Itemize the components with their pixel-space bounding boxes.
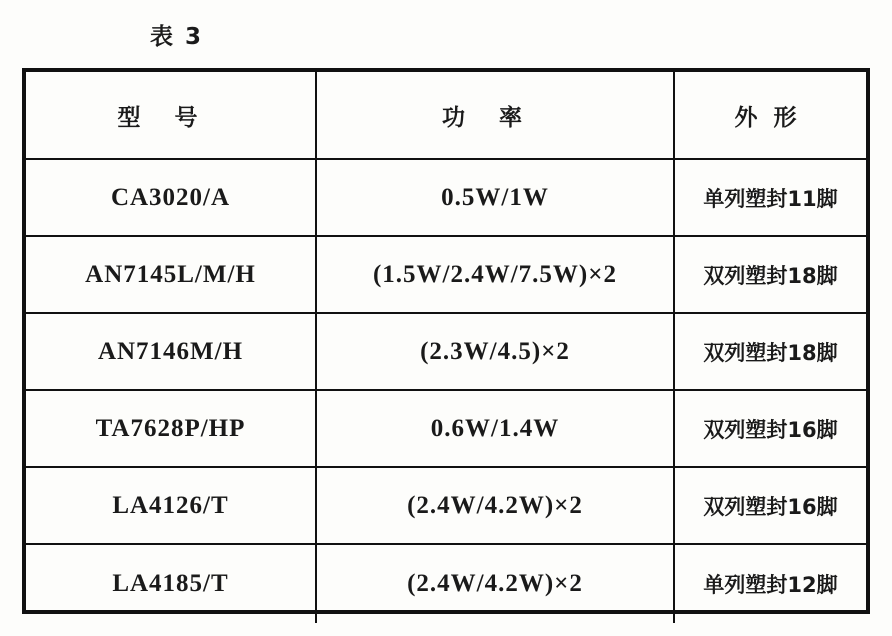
table-row bbox=[26, 467, 866, 544]
column-header-power bbox=[316, 72, 674, 159]
column-header-model-label: 型号 bbox=[117, 104, 232, 131]
cell-package: 双列塑封18脚 bbox=[674, 236, 866, 313]
table-row bbox=[26, 544, 866, 623]
cell-power: (2.4W/4.2W)×2 bbox=[316, 544, 674, 623]
table-header-row bbox=[26, 72, 866, 159]
column-header-package bbox=[674, 72, 866, 159]
cell-package: 单列塑封11脚 bbox=[674, 159, 866, 236]
cell-model: TA7628P/HP bbox=[26, 390, 316, 467]
table-row bbox=[26, 236, 866, 313]
cell-package: 单列塑封12脚 bbox=[674, 544, 866, 623]
cell-model: AN7146M/H bbox=[26, 313, 316, 390]
table-row bbox=[26, 159, 866, 236]
table-row bbox=[26, 313, 866, 390]
cell-power: 0.6W/1.4W bbox=[316, 390, 674, 467]
table-caption: 表 3 bbox=[150, 24, 204, 50]
column-header-model bbox=[26, 72, 316, 159]
cell-package: 双列塑封16脚 bbox=[674, 467, 866, 544]
cell-power: (1.5W/2.4W/7.5W)×2 bbox=[316, 236, 674, 313]
cell-power: (2.4W/4.2W)×2 bbox=[316, 467, 674, 544]
table-row bbox=[26, 390, 866, 467]
cell-model: AN7145L/M/H bbox=[26, 236, 316, 313]
cell-model: LA4185/T bbox=[26, 544, 316, 623]
cell-package: 双列塑封16脚 bbox=[674, 390, 866, 467]
cell-model: LA4126/T bbox=[26, 467, 316, 544]
cell-package: 双列塑封18脚 bbox=[674, 313, 866, 390]
spec-table bbox=[26, 72, 866, 623]
column-header-package-label: 外形 bbox=[734, 104, 813, 131]
spec-table-container bbox=[22, 68, 870, 614]
column-header-power-label: 功率 bbox=[442, 104, 556, 131]
cell-power: (2.3W/4.5)×2 bbox=[316, 313, 674, 390]
cell-model: CA3020/A bbox=[26, 159, 316, 236]
cell-power: 0.5W/1W bbox=[316, 159, 674, 236]
